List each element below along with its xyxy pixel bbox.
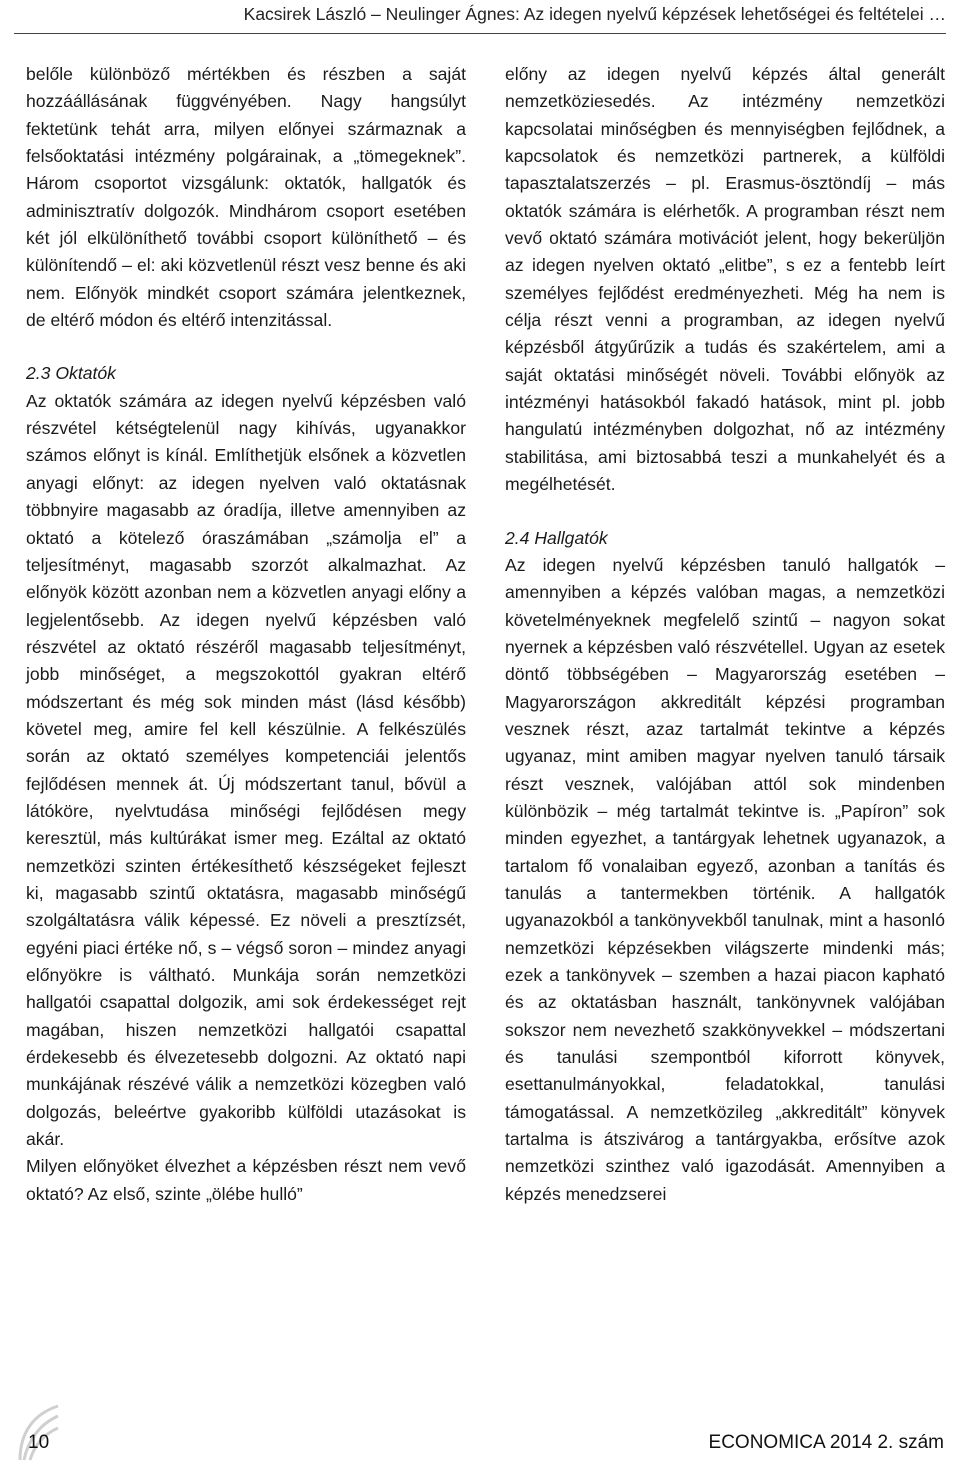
running-head: Kacsirek László – Neulinger Ágnes: Az idegen nyelvű képzések lehetőségei és feltételei … bbox=[243, 4, 946, 24]
journal-issue: ECONOMICA 2014 2. szám bbox=[708, 1432, 944, 1453]
left-paragraph-2: Az oktatók számára az idegen nyelvű képzésben való részvétel kétségtelenül nagy kihívás, ugyanakkor számos előnyt is kínál. Említhetjük elsőnek a közvetlen anyagi előnyt: az idegen nyelven való oktatásnak többnyire magasabb az óradíja, illetve amennyiben az oktató a kötelező óraszámában „számolja el” a teljesítményt, magasabb szorzót alkalmazhat. Az előnyök között azonban nem a közvetlen anyagi előny a legjelentősebb. Az idegen nyelvű képzésben való részvétel az oktató részéről magasabb teljesítményt, jobb minőséget, a megszokottól gyakran eltérő módszertant és még sok minden mást (lásd később) követel meg, amire fel kell készülnie. A felkészülés során az oktató személyes kompetenciái jelentős fejlődésen mennek át. Új módszertant tanul, bővül a látóköre, nyelvtudása minőségi fejlődésen megy keresztül, más kultúrákat ismer meg. Ezáltal az oktató nemzetközi szinten értékesíthető készségeket fejleszt ki, magasabb szintű oktatásra, magasabb minőségű szolgáltatásra válik képessé. Ez növeli a presztízsét, egyéni piaci értéke nő, s – végső soron – mindez anyagi előnyökre is váltható. Munkája során nemzetközi hallgatói csapattal dolgozik, ami sok érdekességet rejt magában, hiszen nemzetközi hallgatói csapattal érdekesebb és élvezetesebb dolgozni. Az oktató napi munkájának részévé válik a nemzetközi közegben való dolgozás, beleértve gyakoribb külföldi utazásokat is akár. bbox=[26, 390, 466, 1150]
section-heading-oktatok: 2.3 Oktatók bbox=[26, 363, 116, 384]
right-column bbox=[505, 61, 945, 1208]
page-number: 10 bbox=[28, 1432, 50, 1453]
header-rule bbox=[14, 33, 946, 34]
left-paragraph-1: belőle különböző mértékben és részben a saját hozzáállásának függvényében. Nagy hangsúlyt fektetünk tehát arra, milyen előnyei származnak a felsőoktatási intézmény polgárainak, a „tömegeknek”. Három csoportot vizsgálunk: oktatók, hallgatók és adminisztratív dolgozók. Mindhárom csoport esetében két jól elkülöníthető további csoport különíthető – és különítendő – el: aki közvetlenül részt vesz benne és aki nem. Előnyök mindkét csoport számára jelentkeznek, de eltérő módon és eltérő intenzitással. bbox=[26, 64, 466, 331]
right-paragraph-1: előny az idegen nyelvű képzés által generált nemzetköziesedés. Az intézmény nemzetközi kapcsolatai minőségben és mennyiségben fejlődnek, a kapcsolatok és nemzetközi partnerek, a külföldi tapasztalatszerzés – pl. Erasmus-ösztöndíj – más oktatók számára is elérhetők. A programban részt nem vevő oktató számára motivációt jelent, hogy bekerüljön az idegen nyelven oktató „elitbe”, s ez a fentebb leírt személyes fejlődést eredményezheti. Még ha nem is célja részt venni a programban, az idegen nyelvű képzésből átgyűrűzik a tudás és szakértelem, ami a saját oktatási minőségét növeli. További előnyök az intézményi hatásokból fakadó hatások, mint pl. jobb hangulatú intézményben dolgozhat, nő az intézmény stabilitása, ami biztosabbá teszi a munkahelyét és a megélhetését. bbox=[505, 64, 945, 495]
left-paragraph-3: Milyen előnyöket élvezhet a képzésben részt nem vevő oktató? Az első, szinte „ölébe hulló” bbox=[26, 1156, 466, 1204]
section-heading-hallgatok: 2.4 Hallgatók bbox=[505, 527, 608, 548]
right-paragraph-2: Az idegen nyelvű képzésben tanuló hallgatók – amennyiben a képzés valóban magas, a nemzetközi követelményeknek megfelelő szintű – nagyon sokat nyernek a képzésben való részvétellel. Ugyan az esetek döntő többségében – Magyarország esetében – Magyarországon akkreditált képzési programban vesznek részt, azaz tartalmát tekintve a képzés ugyanaz, mint amiben magyar nyelven tanuló társaik részt vesznek, valójában attól sok mindenben különbözik – még tartalmát tekintve is. „Papíron” sok minden egyezhet, a tantárgyak lehetnek ugyanazok, a tartalom fő vonalaiban egyező, azonban a tanítás és tanulás a tantermekben történik. A hallgatók ugyanazokból a tankönyvekből tanulnak, mint a hasonló nemzetközi képzésekben világszerte mindenki más; ezek a tankönyvek – szemben a hazai piacon kapható és az oktatásban használt, tankönyvnek valójában sokszor nem nevezhető szakkönyvekkel – módszertani és tanulási szempontból kiforrott könyvek, esettanulmányokkal, feladatokkal, tanulási támogatással. A nemzetközileg „akkreditált” könyvek tartalma is átszivárog a tantárgyakba, erősítve azok nemzetközi szinthez való igazodását. Amennyiben a képzés menedzserei bbox=[505, 554, 945, 1204]
left-column bbox=[26, 61, 466, 1208]
